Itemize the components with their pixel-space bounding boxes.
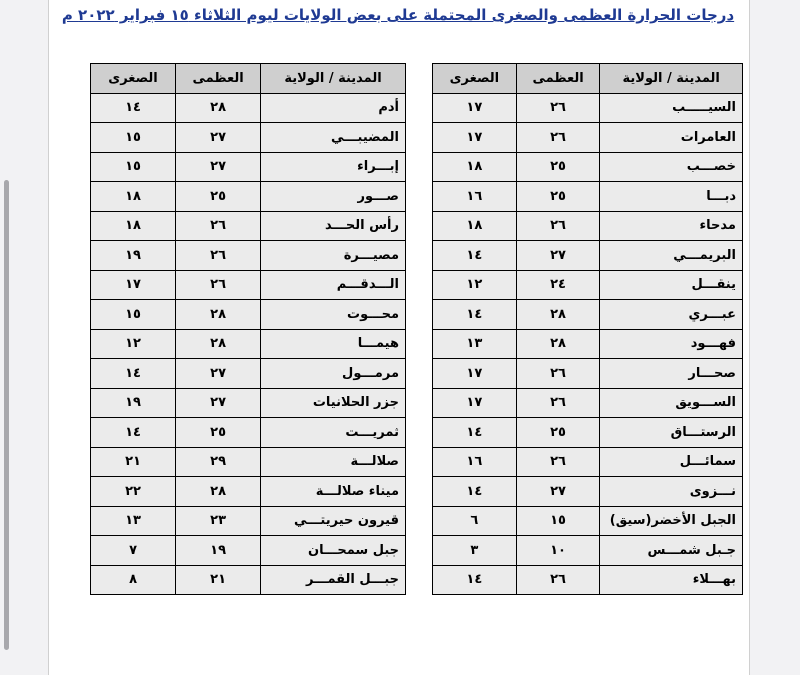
max-temp-cell: ٢٧ [516, 477, 600, 507]
table-row [91, 477, 406, 507]
max-temp-cell: ٢٧ [516, 241, 600, 271]
city-cell: مدحاء [600, 211, 743, 241]
max-temp-cell: ٢٨ [516, 300, 600, 330]
table-row [433, 388, 743, 418]
table-row [91, 270, 406, 300]
max-temp-cell: ٢٥ [176, 182, 261, 212]
table-row [433, 300, 743, 330]
city-cell: البريمـــي [600, 241, 743, 271]
table-row [433, 270, 743, 300]
min-temp-cell: ١٨ [91, 211, 176, 241]
min-temp-cell: ١٤ [91, 93, 176, 123]
city-cell: ينقـــل [600, 270, 743, 300]
min-temp-cell: ١٥ [91, 152, 176, 182]
table-row [91, 329, 406, 359]
min-temp-cell: ١٧ [433, 359, 517, 389]
table-row [433, 241, 743, 271]
city-cell: محـــوت [261, 300, 406, 330]
max-temp-cell: ٢٦ [176, 211, 261, 241]
city-cell: هيمـــا [261, 329, 406, 359]
max-temp-cell: ٢٨ [176, 477, 261, 507]
city-cell: دبـــا [600, 182, 743, 212]
min-temp-cell: ١٣ [433, 329, 517, 359]
city-cell: ميناء صلالـــة [261, 477, 406, 507]
city-cell: السيـــــب [600, 93, 743, 123]
max-temp-cell: ٢٧ [176, 359, 261, 389]
max-temp-cell: ٢٨ [176, 93, 261, 123]
max-temp-cell: ٢٥ [176, 418, 261, 448]
max-temp-cell: ٢٦ [516, 447, 600, 477]
min-temp-cell: ١٢ [433, 270, 517, 300]
table-row [433, 477, 743, 507]
max-temp-cell: ٢٦ [516, 123, 600, 153]
table-row [91, 182, 406, 212]
min-temp-cell: ١٨ [433, 211, 517, 241]
max-temp-cell: ١٥ [516, 506, 600, 536]
max-temp-cell: ٢٦ [176, 270, 261, 300]
max-temp-cell: ٢١ [176, 565, 261, 595]
min-temp-cell: ١٤ [433, 241, 517, 271]
max-temp-cell: ٢٦ [516, 359, 600, 389]
min-temp-cell: ٦ [433, 506, 517, 536]
min-temp-cell: ١٨ [433, 152, 517, 182]
table-row [91, 359, 406, 389]
max-temp-cell: ٢٩ [176, 447, 261, 477]
min-temp-cell: ١٧ [433, 123, 517, 153]
city-cell: سمائـــل [600, 447, 743, 477]
table-header-row [433, 64, 743, 94]
header-max: العظمى [176, 64, 261, 94]
max-temp-cell: ٢٨ [176, 329, 261, 359]
table-row [433, 182, 743, 212]
max-temp-cell: ٢٧ [176, 152, 261, 182]
city-cell: الســـويق [600, 388, 743, 418]
table-header-row [91, 64, 406, 94]
min-temp-cell: ١٧ [433, 93, 517, 123]
city-cell: العامرات [600, 123, 743, 153]
city-cell: الجبل الأخضر(سيق) [600, 506, 743, 536]
max-temp-cell: ٢٨ [176, 300, 261, 330]
header-max: العظمى [516, 64, 600, 94]
table-row [91, 152, 406, 182]
min-temp-cell: ١٧ [91, 270, 176, 300]
city-cell: رأس الحـــد [261, 211, 406, 241]
min-temp-cell: ١٣ [91, 506, 176, 536]
table-row [433, 447, 743, 477]
max-temp-cell: ٢٦ [516, 565, 600, 595]
min-temp-cell: ١٧ [433, 388, 517, 418]
min-temp-cell: ١٤ [91, 359, 176, 389]
city-cell: جزر الحلانيات [261, 388, 406, 418]
min-temp-cell: ١٥ [91, 300, 176, 330]
header-min: الصغرى [91, 64, 176, 94]
max-temp-cell: ١٠ [516, 536, 600, 566]
min-temp-cell: ١٤ [433, 477, 517, 507]
table-row [91, 536, 406, 566]
max-temp-cell: ٢٣ [176, 506, 261, 536]
scrollbar-track[interactable] [0, 0, 14, 675]
city-cell: فهـــود [600, 329, 743, 359]
min-temp-cell: ٨ [91, 565, 176, 595]
table-row [91, 506, 406, 536]
max-temp-cell: ٢٦ [516, 211, 600, 241]
city-cell: ثمريـــت [261, 418, 406, 448]
max-temp-cell: ٢٨ [516, 329, 600, 359]
max-temp-cell: ٢٥ [516, 182, 600, 212]
city-cell: عبـــري [600, 300, 743, 330]
table-row [433, 536, 743, 566]
max-temp-cell: ١٩ [176, 536, 261, 566]
city-cell: جـبل شمـــس [600, 536, 743, 566]
max-temp-cell: ٢٦ [176, 241, 261, 271]
document-title: درجات الحرارة العظمى والصغرى المحتملة على بعض الولايات ليوم الثلاثاء ١٥ فبراير ٢٠٢٢ م [61, 6, 735, 24]
city-cell: الرستـــاق [600, 418, 743, 448]
min-temp-cell: ٢١ [91, 447, 176, 477]
table-row [433, 152, 743, 182]
max-temp-cell: ٢٥ [516, 418, 600, 448]
min-temp-cell: ١٦ [433, 447, 517, 477]
table-row [91, 388, 406, 418]
temperature-table-left [90, 63, 406, 595]
header-city: المدينة / الولاية [261, 64, 406, 94]
table-row [433, 123, 743, 153]
city-cell: خصـــب [600, 152, 743, 182]
min-temp-cell: ١٩ [91, 241, 176, 271]
min-temp-cell: ١٦ [433, 182, 517, 212]
city-cell: مصيـــرة [261, 241, 406, 271]
city-cell: قيرون حيريتـــي [261, 506, 406, 536]
city-cell: نـــزوى [600, 477, 743, 507]
table-row [91, 300, 406, 330]
city-cell: أدم [261, 93, 406, 123]
table-row [91, 418, 406, 448]
min-temp-cell: ١٤ [433, 418, 517, 448]
city-cell: جبل سمحـــان [261, 536, 406, 566]
max-temp-cell: ٢٧ [176, 388, 261, 418]
table-row [91, 241, 406, 271]
city-cell: الـــدقـــم [261, 270, 406, 300]
table-row [433, 93, 743, 123]
min-temp-cell: ٢٢ [91, 477, 176, 507]
min-temp-cell: ١٥ [91, 123, 176, 153]
min-temp-cell: ١٤ [433, 565, 517, 595]
temperature-table-right [432, 63, 743, 595]
city-cell: بهـــلاء [600, 565, 743, 595]
scrollbar-thumb[interactable] [4, 180, 9, 650]
max-temp-cell: ٢٥ [516, 152, 600, 182]
max-temp-cell: ٢٦ [516, 388, 600, 418]
table-row [91, 447, 406, 477]
min-temp-cell: ١٤ [91, 418, 176, 448]
min-temp-cell: ٣ [433, 536, 517, 566]
max-temp-cell: ٢٤ [516, 270, 600, 300]
table-row [433, 506, 743, 536]
header-min: الصغرى [433, 64, 517, 94]
max-temp-cell: ٢٦ [516, 93, 600, 123]
table-row [433, 418, 743, 448]
min-temp-cell: ١٤ [433, 300, 517, 330]
city-cell: صـــور [261, 182, 406, 212]
min-temp-cell: ١٢ [91, 329, 176, 359]
table-row [433, 211, 743, 241]
table-row [433, 565, 743, 595]
table-row [91, 565, 406, 595]
city-cell: إبـــراء [261, 152, 406, 182]
city-cell: صلالـــة [261, 447, 406, 477]
min-temp-cell: ١٩ [91, 388, 176, 418]
table-row [433, 359, 743, 389]
table-row [91, 211, 406, 241]
min-temp-cell: ١٨ [91, 182, 176, 212]
table-row [91, 93, 406, 123]
table-row [91, 123, 406, 153]
max-temp-cell: ٢٧ [176, 123, 261, 153]
table-row [433, 329, 743, 359]
city-cell: جبـــل القمـــر [261, 565, 406, 595]
city-cell: صحـــار [600, 359, 743, 389]
city-cell: مرمـــول [261, 359, 406, 389]
min-temp-cell: ٧ [91, 536, 176, 566]
header-city: المدينة / الولاية [600, 64, 743, 94]
city-cell: المضيبـــي [261, 123, 406, 153]
